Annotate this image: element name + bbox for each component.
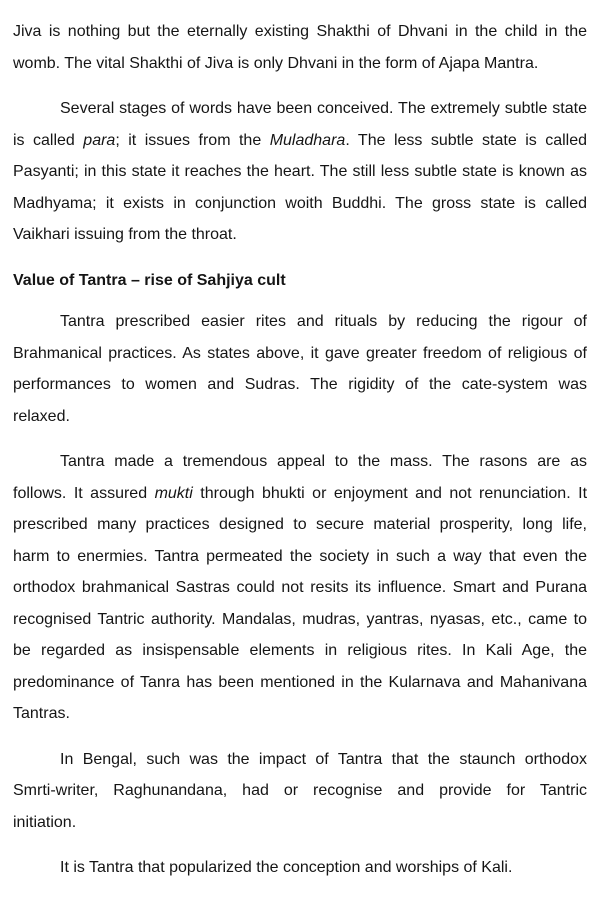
text-line — [13, 369, 587, 401]
text-segment: ; it issues from the — [115, 131, 270, 149]
section-heading: Value of Tantra – rise of Sahjiya cult — [13, 271, 286, 289]
paragraph — [13, 16, 587, 79]
text-line — [13, 744, 587, 776]
text-segment: In Bengal, such was the impact of Tantra that the staunch orthodox — [60, 750, 587, 768]
text-line — [13, 16, 587, 48]
paragraph — [13, 306, 587, 432]
text-segment: Pasyanti; in this state it reaches the heart. The still less subtle state is known as — [13, 163, 587, 180]
italic-term: mukti — [154, 484, 193, 502]
text-line — [13, 807, 587, 839]
text-segment: Smrti-writer, Raghunandana, had or recognise and provide for Tantric — [13, 782, 587, 799]
text-line — [13, 338, 587, 370]
text-segment: Tantra made a tremendous appeal to the mass. The rasons are as — [60, 453, 587, 470]
text-line — [13, 401, 587, 433]
paragraph — [13, 852, 587, 884]
text-line — [13, 478, 587, 510]
text-line — [13, 852, 587, 884]
text-line — [13, 604, 587, 636]
text-line — [13, 635, 587, 667]
text-line — [13, 541, 587, 573]
text-segment: Jiva is nothing but the eternally existing Shakthi of Dhvani in the child in the — [13, 23, 587, 40]
text-segment: harm to enermies. Tantra permeated the society in such a way that even the — [13, 547, 587, 565]
text-line — [13, 698, 587, 730]
text-line — [13, 48, 587, 80]
text-segment: prescribed many practices designed to secure material prosperity, long life, — [13, 516, 587, 533]
paragraph — [13, 744, 587, 839]
text-segment: It is Tantra that popularized the conception and worships of Kali. — [60, 859, 513, 876]
text-segment: follows. It assured — [13, 484, 155, 502]
document-page — [13, 16, 587, 884]
text-segment: recognised Tantric authority. Mandalas, mudras, yantras, nyasas, etc., came to — [13, 610, 587, 628]
text-segment: Tantra prescribed easier rites and rituals by reducing the rigour of — [60, 313, 587, 330]
paragraph — [13, 446, 587, 730]
text-line — [13, 156, 587, 188]
text-line — [13, 188, 587, 220]
paragraph — [13, 93, 587, 251]
text-line — [13, 125, 587, 157]
text-line — [13, 509, 587, 541]
text-segment: womb. The vital Shakthi of Jiva is only Dhvani in the form of Ajapa Mantra. — [13, 54, 539, 72]
text-segment: Several stages of words have been conceived. The extremely subtle state — [60, 100, 587, 117]
text-segment: . The less subtle state is called — [345, 131, 587, 149]
text-segment: orthodox brahmanical Sastras could not resits its influence. Smart and Purana — [13, 579, 587, 596]
text-line — [13, 306, 587, 338]
text-segment: performances to women and Sudras. The rigidity of the cate-system was — [13, 376, 587, 393]
text-line — [13, 775, 587, 807]
text-line — [13, 667, 587, 699]
text-line — [13, 572, 587, 604]
text-segment: Madhyama; it exists in conjunction woith Buddhi. The gross state is called — [13, 194, 587, 212]
text-segment: be regarded as insispensable elements in religious rites. In Kali Age, the — [13, 642, 587, 659]
text-segment: through bhukti or enjoyment and not renunciation. It — [192, 484, 587, 502]
italic-term: para — [83, 131, 116, 149]
text-segment: initiation. — [13, 813, 77, 831]
text-segment: Tantras. — [13, 705, 70, 722]
text-segment: relaxed. — [13, 407, 70, 425]
text-line — [13, 446, 587, 478]
text-segment: is called — [13, 131, 84, 149]
text-line — [13, 93, 587, 125]
text-segment: Brahmanical practices. As states above, it gave greater freedom of religious of — [13, 344, 587, 362]
text-segment: Vaikhari issuing from the throat. — [13, 226, 237, 243]
text-line — [13, 219, 587, 251]
italic-term: Muladhara — [269, 131, 346, 149]
text-segment: predominance of Tanra has been mentioned in the Kularnava and Mahanivana — [13, 673, 587, 691]
